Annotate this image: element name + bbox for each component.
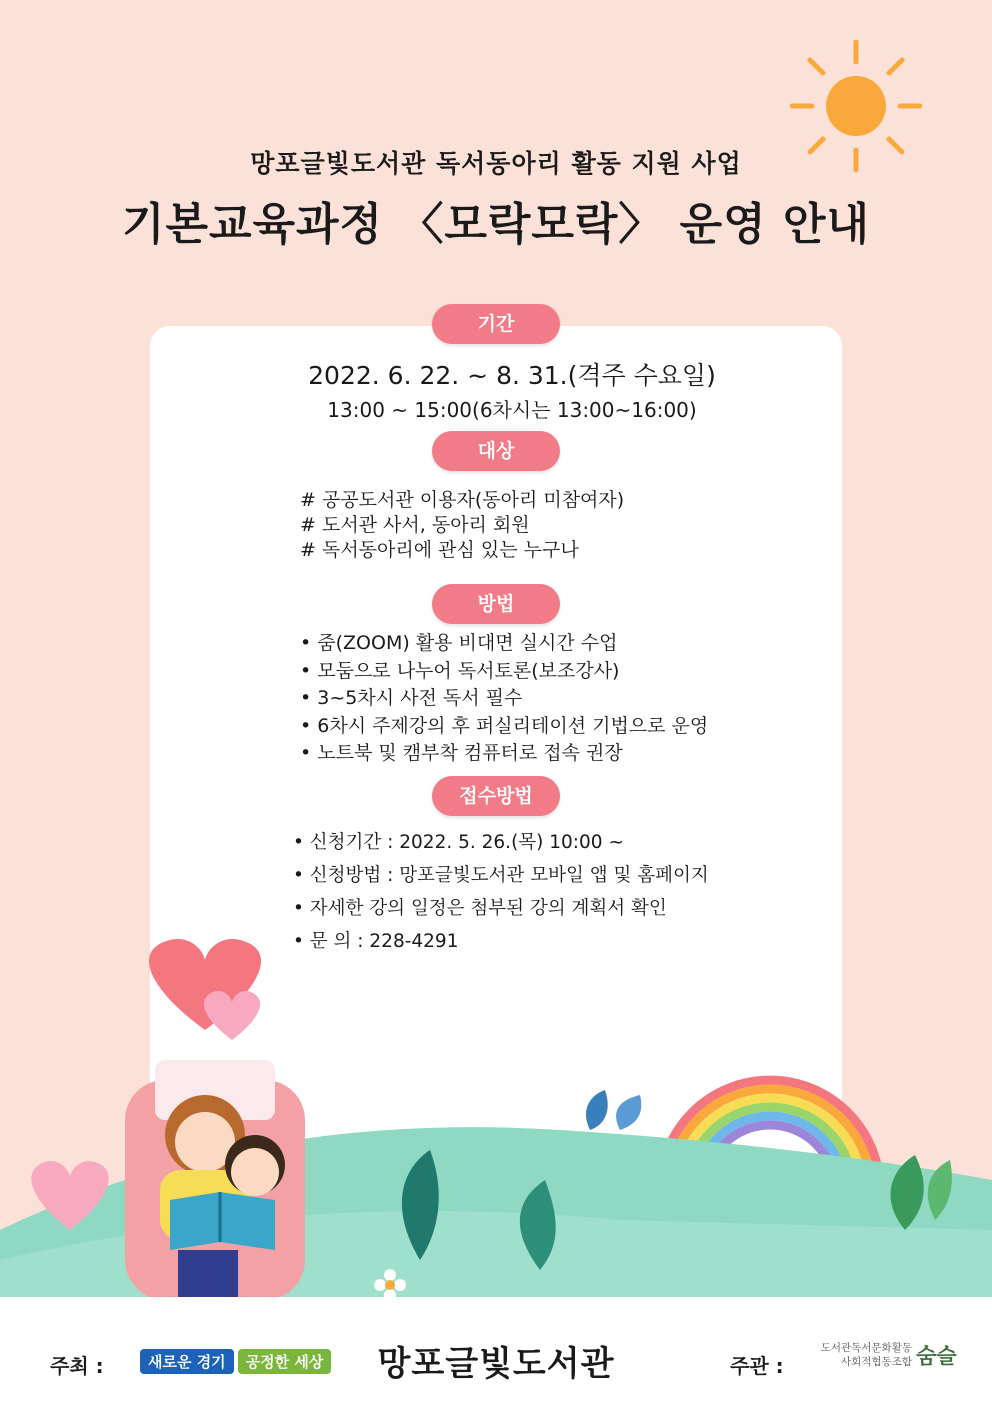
list-item: • 신청방법 : 망포글빛도서관 모바일 앱 및 홈페이지 <box>293 865 709 886</box>
list-item: # 독서동아리에 관심 있는 누구나 <box>300 539 579 561</box>
registration-label: 접수방법 <box>432 776 560 816</box>
method-label: 방법 <box>432 584 560 624</box>
host-label: 주최 : <box>50 1354 104 1378</box>
list-item: # 공공도서관 이용자(동아리 미참여자) <box>300 489 625 511</box>
landscape-illustration <box>0 930 992 1300</box>
list-item: • 6차시 주제강의 후 퍼실리테이션 기법으로 운영 <box>300 714 709 737</box>
page-title: 기본교육과정 〈모락모락〉 운영 안내 <box>121 199 870 250</box>
organizer-name: 망포글빛도서관 <box>377 1344 615 1384</box>
list-item: • 줌(ZOOM) 활용 비대면 실시간 수업 <box>300 632 618 654</box>
list-item: • 노트북 및 캠부착 컴퓨터로 접속 권장 <box>300 742 623 764</box>
coop-logo: 숨슬 <box>916 1344 957 1368</box>
logo-text-a: 새로운 경기 <box>140 1349 234 1374</box>
managed-label: 주관 : <box>730 1354 784 1378</box>
coop-name <box>802 1341 912 1369</box>
list-item: • 3~5차시 사전 독서 필수 <box>300 687 523 709</box>
list-item: • 신청기간 : 2022. 5. 26.(목) 10:00 ~ <box>293 832 624 853</box>
target-label: 대상 <box>432 431 560 471</box>
method-list <box>300 630 708 768</box>
list-item: • 자세한 강의 일정은 첨부된 강의 계획서 확인 <box>293 898 667 919</box>
list-item: • 모둠으로 나누어 독서토론(보조강사) <box>300 659 620 682</box>
logo-text-b: 공정한 세상 <box>238 1349 332 1374</box>
list-item: • 문 의 : 228-4291 <box>293 931 459 952</box>
target-list <box>300 488 624 563</box>
registration-list <box>293 826 709 958</box>
list-item: # 도서관 사서, 동아리 회원 <box>300 514 530 536</box>
coop-line-2: 사회적협동조합 <box>840 1356 912 1368</box>
period-time: 13:00 ~ 15:00(6차시는 13:00~16:00) <box>327 398 697 422</box>
header-subtitle: 망포글빛도서관 독서동아리 활동 지원 사업 <box>250 149 742 178</box>
period-label: 기간 <box>432 304 560 344</box>
period-date: 2022. 6. 22. ~ 8. 31.(격주 수요일) <box>308 361 716 390</box>
coop-line-1: 도서관독서문화활동 <box>820 1342 912 1354</box>
